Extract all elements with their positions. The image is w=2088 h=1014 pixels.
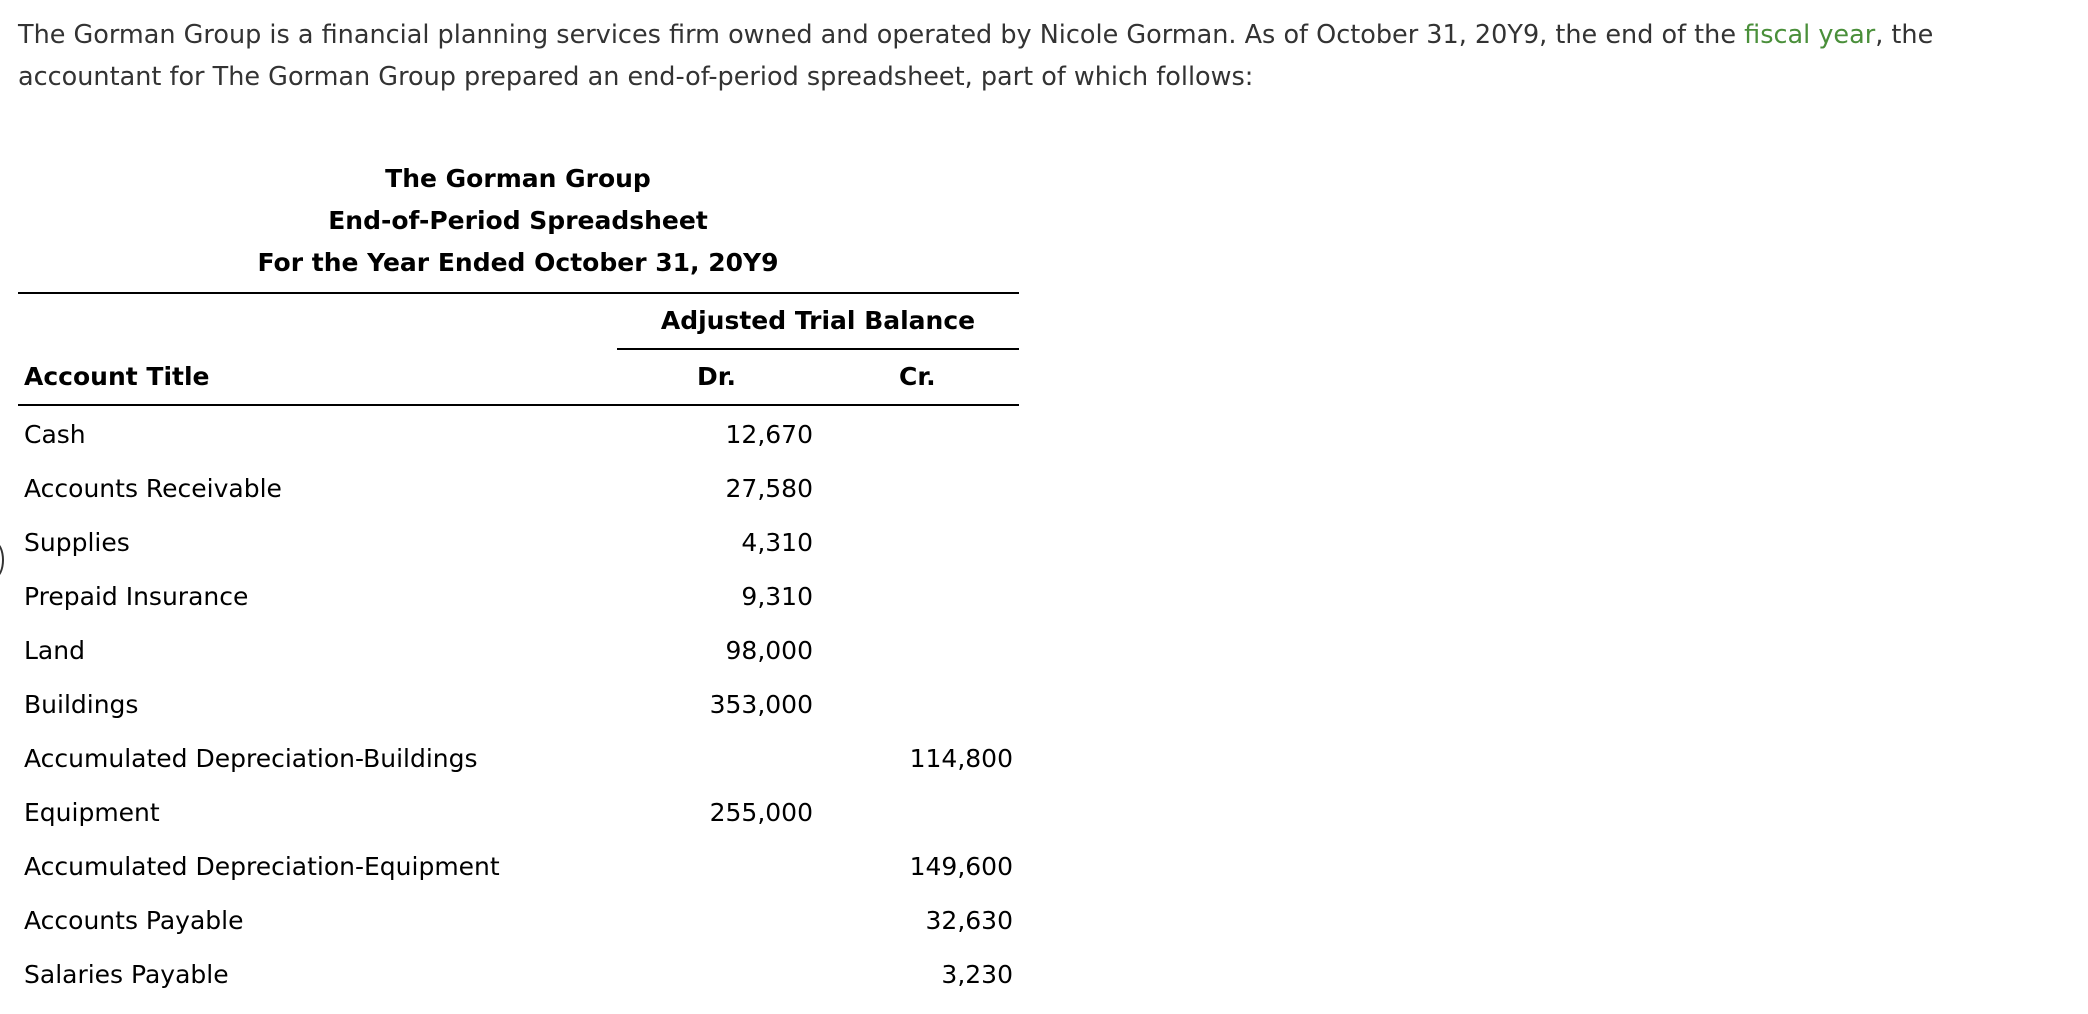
fiscal-year-link[interactable]: fiscal year <box>1744 20 1876 50</box>
credit-cell: 114,800 <box>909 744 1013 773</box>
debit-cell: 12,670 <box>725 420 813 449</box>
edge-tab-icon[interactable] <box>0 542 4 578</box>
credit-cell: 149,600 <box>909 852 1013 881</box>
account-title-cell: Cash <box>24 420 86 449</box>
table-row <box>18 852 1018 906</box>
account-title-cell: Accounts Receivable <box>24 474 282 503</box>
credit-cell: 3,230 <box>941 960 1013 989</box>
debit-cell: 27,580 <box>725 474 813 503</box>
statement-period: For the Year Ended October 31, 20Y9 <box>257 248 779 277</box>
credit-cell: 32,630 <box>925 906 1013 935</box>
account-title-cell: Equipment <box>24 798 160 827</box>
table-row <box>18 528 1018 582</box>
statement-title: End-of-Period Spreadsheet <box>328 206 708 235</box>
table-row <box>18 744 1018 798</box>
table-row <box>18 798 1018 852</box>
cr-header: Cr. <box>899 362 936 391</box>
debit-cell: 255,000 <box>709 798 813 827</box>
account-title-cell: Accumulated Depreciation-Buildings <box>24 744 478 773</box>
account-title-header: Account Title <box>24 362 210 391</box>
table-row <box>18 636 1018 690</box>
intro-text-end: , the accountant for The Gorman Group prepared an end-of-period spreadsheet, part of which follows: <box>18 20 1934 92</box>
dr-header: Dr. <box>697 362 737 391</box>
adjusted-trial-balance-header: Adjusted Trial Balance <box>660 306 976 335</box>
table-row <box>18 690 1018 744</box>
debit-cell: 9,310 <box>741 582 813 611</box>
account-title-cell: Salaries Payable <box>24 960 229 989</box>
account-title-cell: Accounts Payable <box>24 906 244 935</box>
account-title-cell: Accumulated Depreciation-Equipment <box>24 852 500 881</box>
account-title-cell: Prepaid Insurance <box>24 582 249 611</box>
debit-cell: 98,000 <box>725 636 813 665</box>
debit-cell: 4,310 <box>741 528 813 557</box>
column-header-rule <box>18 404 1019 406</box>
table-row <box>18 906 1018 960</box>
table-row <box>18 474 1018 528</box>
table-row <box>18 582 1018 636</box>
table-top-rule <box>18 292 1019 294</box>
table-row <box>18 420 1018 474</box>
group-header-rule <box>617 348 1019 350</box>
account-title-cell: Supplies <box>24 528 130 557</box>
company-name: The Gorman Group <box>385 164 651 193</box>
intro-text-start: The Gorman Group is a financial planning services firm owned and operated by Nicole Gorman. As of October 31, 20Y9, the end of the <box>18 20 1745 50</box>
account-title-cell: Land <box>24 636 85 665</box>
debit-cell: 353,000 <box>709 690 813 719</box>
account-title-cell: Buildings <box>24 690 139 719</box>
intro-paragraph <box>18 14 2078 98</box>
